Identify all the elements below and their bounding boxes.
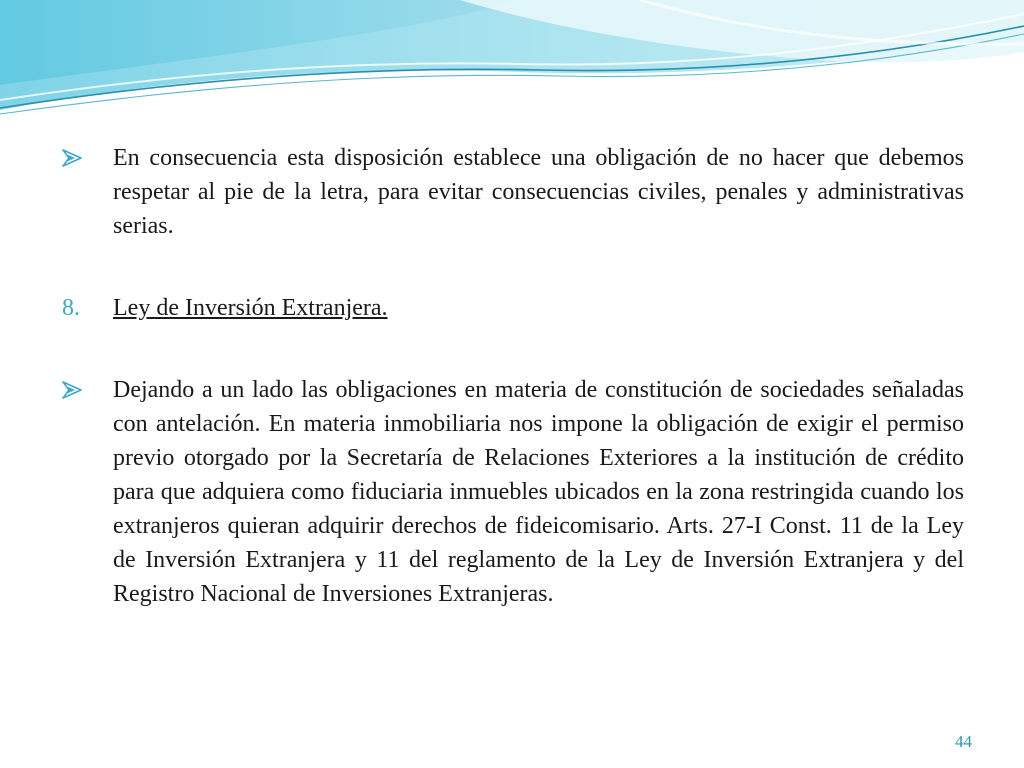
arrow-bullet-icon bbox=[60, 141, 96, 175]
bullet-item-dejando bbox=[60, 373, 964, 611]
paragraph-text: Dejando a un lado las obligaciones en materia de constitución de sociedades señaladas con antelación. En materia inmobiliaria nos impone la obligación de exigir el permiso previo otorgado por la Secretaría de Relaciones Exteriores a la institución de crédito para que adquiera como fiduciaria inmuebles ubicados en la zona restringida cuando los extranjeros quieran adquirir derechos de fideicomisario. Arts. 27-I Const. 11 de la Ley de Inversión Extranjera y 11 del reglamento de la Ley de Inversión Extranjera y del Registro Nacional de Inversiones Extranjeras. bbox=[113, 377, 964, 607]
slide-content bbox=[60, 141, 964, 611]
arrow-bullet-icon bbox=[60, 373, 96, 407]
page-number: 44 bbox=[955, 732, 972, 751]
header-wave-decoration bbox=[0, 0, 1024, 130]
bullet-item-consecuencia bbox=[60, 141, 964, 243]
item-number: 8. bbox=[62, 295, 80, 321]
numbered-item-8 bbox=[60, 291, 964, 325]
section-heading: Ley de Inversión Extranjera. bbox=[113, 295, 388, 321]
paragraph-text: En consecuencia esta disposición establece una obligación de no hacer que debemos respetar al pie de la letra, para evitar consecuencias civiles, penales y administrativas serias. bbox=[113, 145, 964, 239]
